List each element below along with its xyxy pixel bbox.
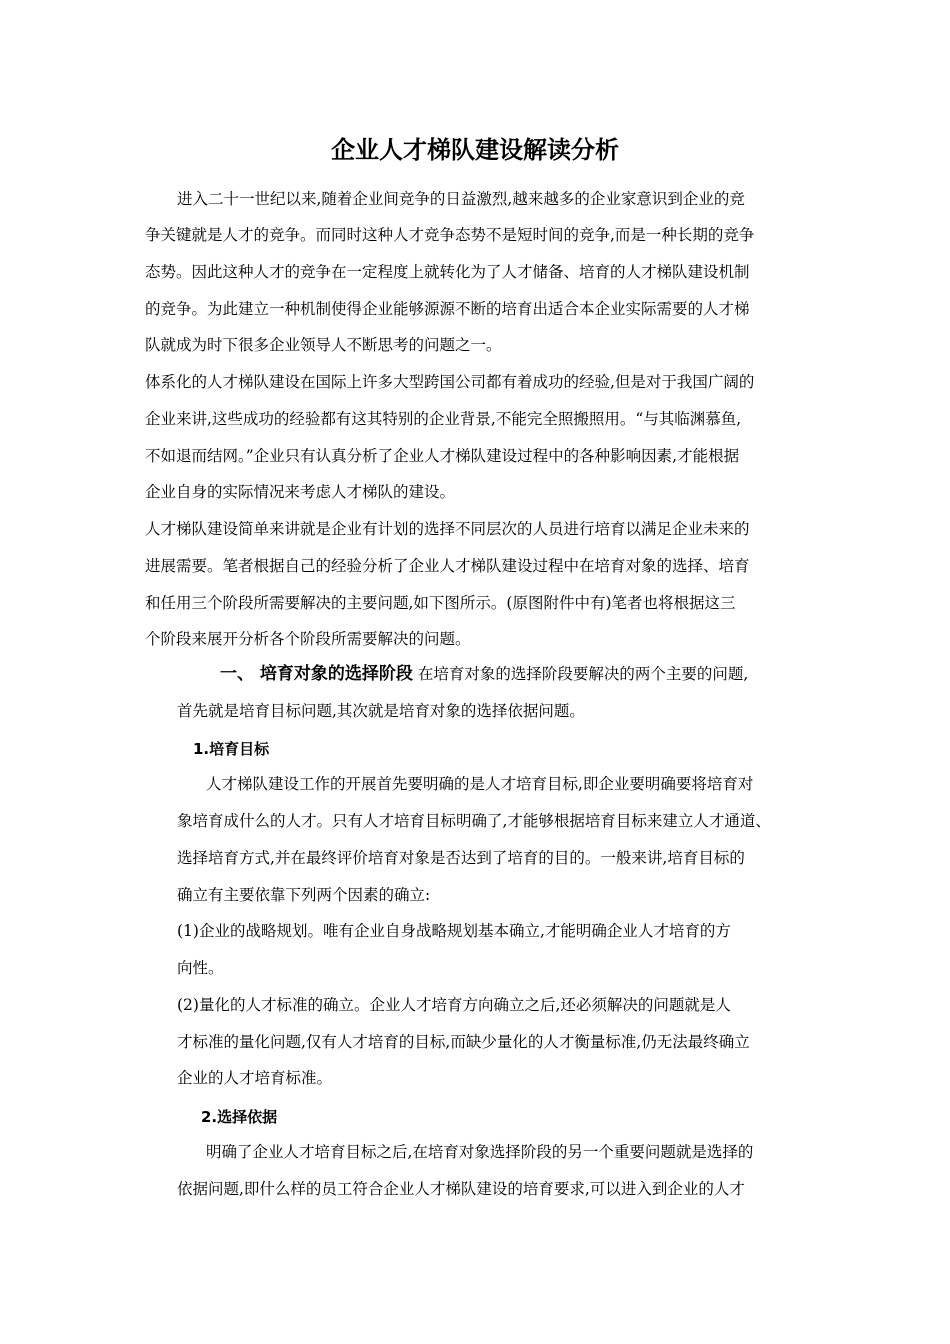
list-item-line: 才标准的量化问题,仅有人才培育的目标,而缺少量化的人才衡量标准,仍无法最终确立 xyxy=(177,1033,750,1051)
section-heading-line xyxy=(220,662,748,686)
paragraph-line: 的竞争。为此建立一种机制使得企业能够源源不断的培育出适合本企业实际需要的人才梯 xyxy=(145,300,750,318)
paragraph-line: 争关键就是人才的竞争。而同时这种人才竞争态势不是短时间的竞争,而是一种长期的竞争 xyxy=(145,226,755,244)
list-item-line: 向性。 xyxy=(177,959,224,977)
paragraph-line: 依据问题,即什么样的员工符合企业人才梯队建设的培育要求,可以进入到企业的人才 xyxy=(177,1180,745,1198)
paragraph-line: 和任用三个阶段所需要解决的主要问题,如下图所示。(原图附件中有)笔者也将根据这三 xyxy=(145,594,736,612)
list-item-line: (1)企业的战略规划。唯有企业自身战略规划基本确立,才能明确企业人才培育的方 xyxy=(177,922,731,940)
paragraph-line: 人才梯队建设简单来讲就是企业有计划的选择不同层次的人员进行培育以满足企业未来的 xyxy=(145,520,750,538)
paragraph-line: 个阶段来展开分析各个阶段所需要解决的问题。 xyxy=(145,630,471,648)
paragraph-line: 人才梯队建设工作的开展首先要明确的是人才培育目标,即企业要明确要将培育对 xyxy=(206,775,754,793)
paragraph-line: 首先就是培育目标问题,其次就是培育对象的选择依据问题。 xyxy=(177,702,585,720)
paragraph-line: 企业自身的实际情况来考虑人才梯队的建设。 xyxy=(145,483,456,501)
subsection-heading: 2.选择依据 xyxy=(201,1108,278,1126)
list-item-line: (2)量化的人才标准的确立。企业人才培育方向确立之后,还必须解决的问题就是人 xyxy=(177,996,731,1014)
subsection-heading: 1.培育目标 xyxy=(193,740,270,758)
paragraph-line: 选择培育方式,并在最终评价培育对象是否达到了培育的目的。一般来讲,培育目标的 xyxy=(177,849,745,867)
paragraph-line: 明确了企业人才培育目标之后,在培育对象选择阶段的另一个重要问题就是选择的 xyxy=(206,1143,754,1161)
paragraph-line: 企业来讲,这些成功的经验都有这其特别的企业背景,不能完全照搬照用。“与其临渊慕鱼, xyxy=(145,410,742,428)
section-heading: 一、 培育对象的选择阶段 xyxy=(220,664,413,684)
paragraph-line: 确立有主要依靠下列两个因素的确立: xyxy=(177,886,431,904)
paragraph-line: 进展需要。笔者根据自己的经验分析了企业人才梯队建设过程中在培育对象的选择、培育 xyxy=(145,557,750,575)
paragraph-line: 象培育成什么的人才。只有人才培育目标明确了,才能够根据培育目标来建立人才通道、 xyxy=(177,812,771,830)
paragraph-line: 态势。因此这种人才的竞争在一定程度上就转化为了人才储备、培育的人才梯队建设机制 xyxy=(145,263,750,281)
paragraph-line: 体系化的人才梯队建设在国际上许多大型跨国公司都有着成功的经验,但是对于我国广阔的 xyxy=(145,373,755,391)
paragraph-line: 进入二十一世纪以来,随着企业间竞争的日益激烈,越来越多的企业家意识到企业的竞 xyxy=(177,190,745,208)
section-heading-tail: 在培育对象的选择阶段要解决的两个主要的问题, xyxy=(412,665,749,683)
paragraph-line: 不如退而结网。”企业只有认真分析了企业人才梯队建设过程中的各种影响因素,才能根据 xyxy=(145,447,740,465)
document-title: 企业人才梯队建设解读分析 xyxy=(331,136,619,164)
paragraph-line: 队就成为时下很多企业领导人不断思考的问题之一。 xyxy=(145,336,502,354)
list-item-line: 企业的人才培育标准。 xyxy=(177,1069,333,1087)
